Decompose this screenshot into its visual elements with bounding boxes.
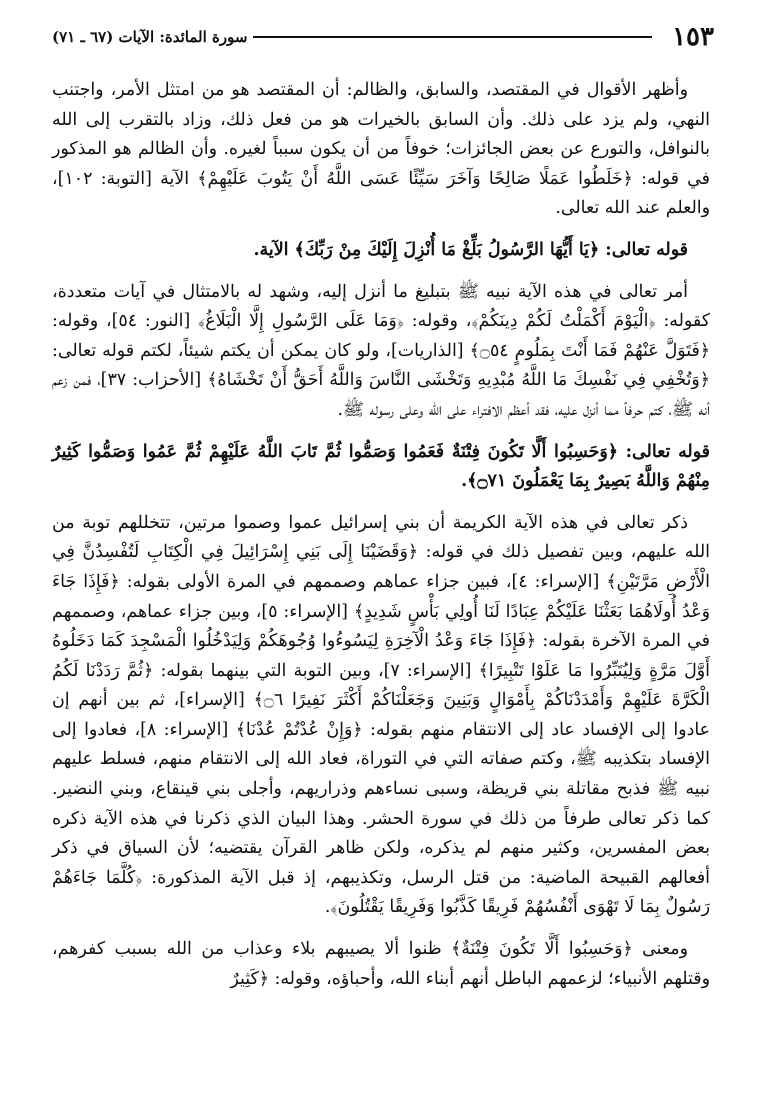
header-rule xyxy=(253,36,652,38)
page-body xyxy=(52,76,710,1006)
verse-heading-1: قوله تعالى: ﴿يَا أَيُّهَا الرَّسُولُ بَلِّغْ مَا أُنْزِلَ إِلَيْكَ مِنْ رَبِّكَ﴾ الآية. xyxy=(253,239,688,260)
verse-heading-2: قوله تعالى: ﴿وَحَسِبُوا أَلَّا تَكُونَ فِتْنَةٌ فَعَمُوا وَصَمُّوا ثُمَّ تَابَ اللَّهُ عَلَيْهِمْ ثُمَّ عَمُوا وَصَمُّوا كَثِيرٌ مِنْهُمْ وَاللَّهُ بَصِيرٌ بِمَا يَعْمَلُونَ ۝٧١﴾. xyxy=(52,441,710,492)
running-title: سورة المائدة: الآيات (٦٧ ـ ٧١) xyxy=(52,28,248,46)
paragraph-3: ذكر تعالى في هذه الآية الكريمة أن بني إسرائيل عموا وصموا مرتين، تتخللهم توبة من الله عليهم، وبين تفصيل ذلك في قوله: ﴿وَقَضَيْنَا إِلَى بَنِي إِسْرَائِيلَ فِي الْكِتَابِ لَتُفْسِدُنَّ فِي الْأَرْضِ مَرَّتَيْنِ﴾ [الإسراء: ٤]، فبين جزاء عماهم وصممهم في المرة الأولى بقوله: ﴿فَإِذَا جَاءَ وَعْدُ أُولَاهُمَا بَعَثْنَا عَلَيْكُمْ عِبَادًا لَنَا أُولِي بَأْسٍ شَدِيدٍ﴾ [الإسراء: ٥]، وبين جزاء عماهم، وصممهم في المرة الآخرة بقوله: ﴿فَإِذَا جَاءَ وَعْدُ الْآخِرَةِ لِيَسُوءُوا وُجُوهَكُمْ وَلِيَدْخُلُوا الْمَسْجِدَ كَمَا دَخَلُوهُ أَوَّلَ مَرَّةٍ وَلِيُتَبِّرُوا مَا عَلَوْا تَتْبِيرًا﴾ [الإسراء: ٧]، وبين التوبة التي بينهما بقوله: ﴿ثُمَّ رَدَدْنَا لَكُمُ الْكَرَّةَ عَلَيْهِمْ وَأَمْدَدْنَاكُمْ بِأَمْوَالٍ وَبَنِينَ وَجَعَلْنَاكُمْ أَكْثَرَ نَفِيرًا ۝٦﴾ [الإسراء]، ثم بين أنهم إن عادوا إلى الإفساد عاد إلى الانتقام منهم بقوله: ﴿وَإِنْ عُدْتُمْ عُدْنَا﴾ [الإسراء: ٨]، فعادوا إلى الإفساد بتكذيبه ﷺ، وكتم صفاته التي في التوراة، فعاد الله إلى الانتقام منهم، فسلط عليهم نبيه ﷺ فذبح مقاتلة بني قريظة، وسبى نساءهم وذراريهم، وأجلى بني قينقاع، وبني النضير. كما ذكر تعالى طرفاً من ذلك في سورة الحشر. وهذا البيان الذي ذكرنا في هذه الآية ذكره بعض المفسرين، وكثير منهم لم يذكره، ولكن ظاهر القرآن يقتضيه؛ لأن السياق في ذكر أفعالهم القبيحة الماضية: من قتل الرسل، وتكذيبهم، إذ قبل الآية المذكورة: ﴿كُلَّمَا جَاءَهُمْ رَسُولٌ بِمَا لَا تَهْوَى أَنْفُسُهُمْ فَرِيقًا كَذَّبُوا وَفَرِيقًا يَقْتُلُونَ﴾. xyxy=(52,512,710,918)
paragraph-2: أمر تعالى في هذه الآية نبيه ﷺ بتبليغ ما أنزل إليه، وشهد له بالامتثال في آيات متعددة، كقوله: ﴿الْيَوْمَ أَكْمَلْتُ لَكُمْ دِينَكُمْ﴾، وقوله: ﴿وَمَا عَلَى الرَّسُولِ إِلَّا الْبَلَاغُ﴾ [النور: ٥٤]، وقوله: ﴿فَتَوَلَّ عَنْهُمْ فَمَا أَنْتَ بِمَلُومٍ ۝٥٤﴾ [الذاريات]، ولو كان يمكن أن يكتم شيئاً، لكتم قوله تعالى: ﴿وَتُخْفِي فِي نَفْسِكَ مَا اللَّهُ مُبْدِيهِ وَتَخْشَى النَّاسَ وَاللَّهُ أَحَقُّ أَنْ تَخْشَاهُ﴾ [الأحزاب: ٣٧]، فمن زعم أنه ﷺ، كتم حرفاً مما أنزل عليه، فقد أعظم الافتراء على الله وعلى رسوله ﷺ. xyxy=(52,281,710,420)
page-header xyxy=(52,22,714,52)
page-number: ١٥٣ xyxy=(672,22,714,52)
paragraph-1: وأظهر الأقوال في المقتصد، والسابق، والظالم: أن المقتصد هو من امتثل الأمر، واجتنب النهي، ولم يزد على ذلك. وأن السابق بالخيرات هو من فعل ذلك، وزاد بالتقرب إلى الله بالنوافل، والتورع عن بعض الجائزات؛ خوفاً من أن يكون سبباً لغيره. وأن الظالم هو المذكور في قوله: ﴿خَلَطُوا عَمَلًا صَالِحًا وَآخَرَ سَيِّئًا عَسَى اللَّهُ أَنْ يَتُوبَ عَلَيْهِمْ﴾ الآية [التوبة: ١٠٢]، والعلم عند الله تعالى. xyxy=(52,80,710,219)
paragraph-4: ومعنى ﴿وَحَسِبُوا أَلَّا تَكُونَ فِتْنَةٌ﴾ ظنوا ألا يصيبهم بلاء وعذاب من الله بسبب كفرهم، وقتلهم الأنبياء؛ لزعمهم الباطل أنهم أبناء الله، وأحباؤه، وقوله: ﴿كَثِيرٌ xyxy=(52,939,710,989)
